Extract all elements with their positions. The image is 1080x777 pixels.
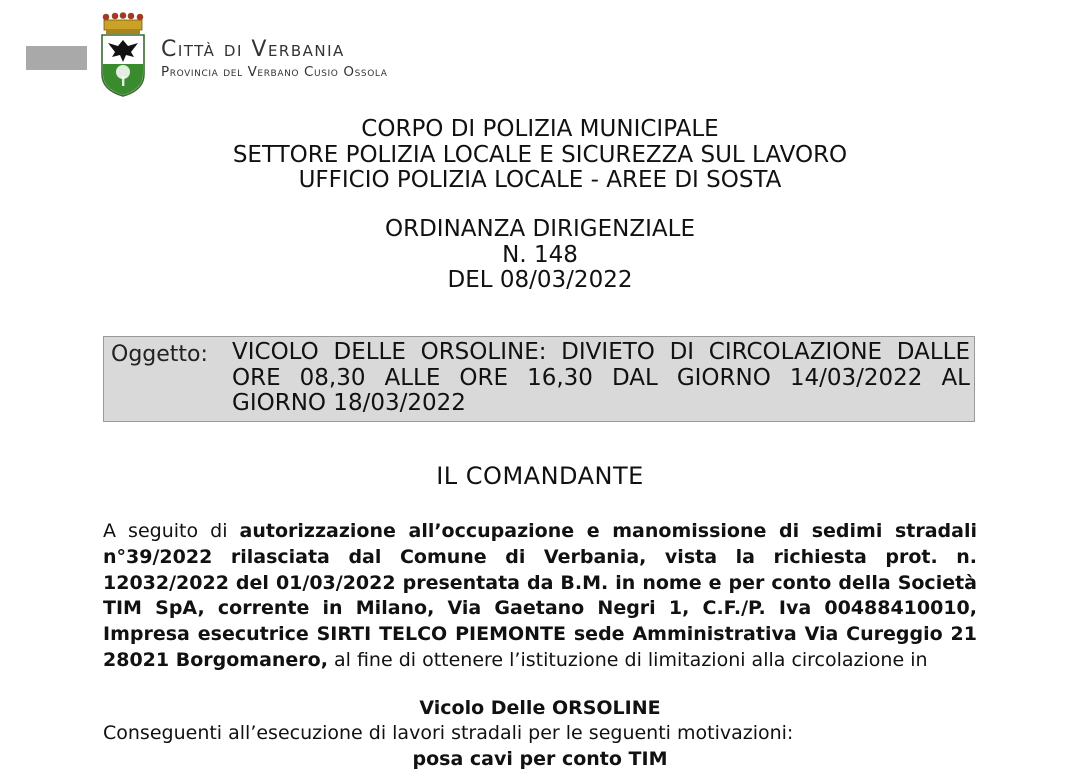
subject-label: Oggetto: [111,342,208,367]
consequent-line: Conseguenti all’esecuzione di lavori stradali per le seguenti motivazioni: [103,722,794,744]
street-name: Vicolo Delle ORSOLINE [419,697,661,719]
paragraph-authorization: autorizzazione all’occupazione e manomissione di sedimi stradali n°39/2022 rilasciata dal Comune di Verbania, vista la richiesta prot. n. 12032/2022 del 01/03/2022 presentata da B.M. in nome e per conto della Società TIM SpA, corrente in Milano, Via Gaetano Negri 1, C.F./P. Iva 00488410010, Impresa esecutrice SIRTI TELCO PIEMONTE sede Amministrativa Via Cureggio 21 28021 Borgomanero, [103,520,977,671]
subject-box [103,336,975,422]
ordinance-header [0,217,1080,294]
header-line-1: CORPO DI POLIZIA MUNICIPALE [361,116,719,142]
header-line-2: SETTORE POLIZIA LOCALE E SICUREZZA SUL LAVORO [232,141,848,168]
commander-heading: IL COMANDANTE [436,462,644,490]
paragraph-purpose: al fine di ottenere l’istituzione di limitazioni alla circolazione in [327,648,928,671]
ordinance-number: N. 148 [502,241,578,268]
paragraph-intro: A seguito di [103,520,240,542]
body-paragraph [103,519,977,674]
city-name: Città di Verbania [161,37,345,62]
province-name: Provincia del Verbano Cusio Ossola [161,64,388,80]
subject-text: VICOLO DELLE ORSOLINE: DIVIETO DI CIRCOLAZIONE DALLE ORE 08,30 ALLE ORE 16,30 DAL GIORNO 14/03/2022 AL GIORNO 18/03/2022 [232,339,970,416]
ordinance-date: DEL 08/03/2022 [447,267,633,293]
redaction-bar [26,46,87,70]
city-crest-icon [98,12,148,98]
header-line-3: UFFICIO POLIZIA LOCALE - AREE DI SOSTA [298,167,782,193]
department-header [0,117,1080,194]
reason-line: posa cavi per conto TIM [412,748,668,770]
ordinance-title: ORDINANZA DIRIGENZIALE [385,216,695,242]
